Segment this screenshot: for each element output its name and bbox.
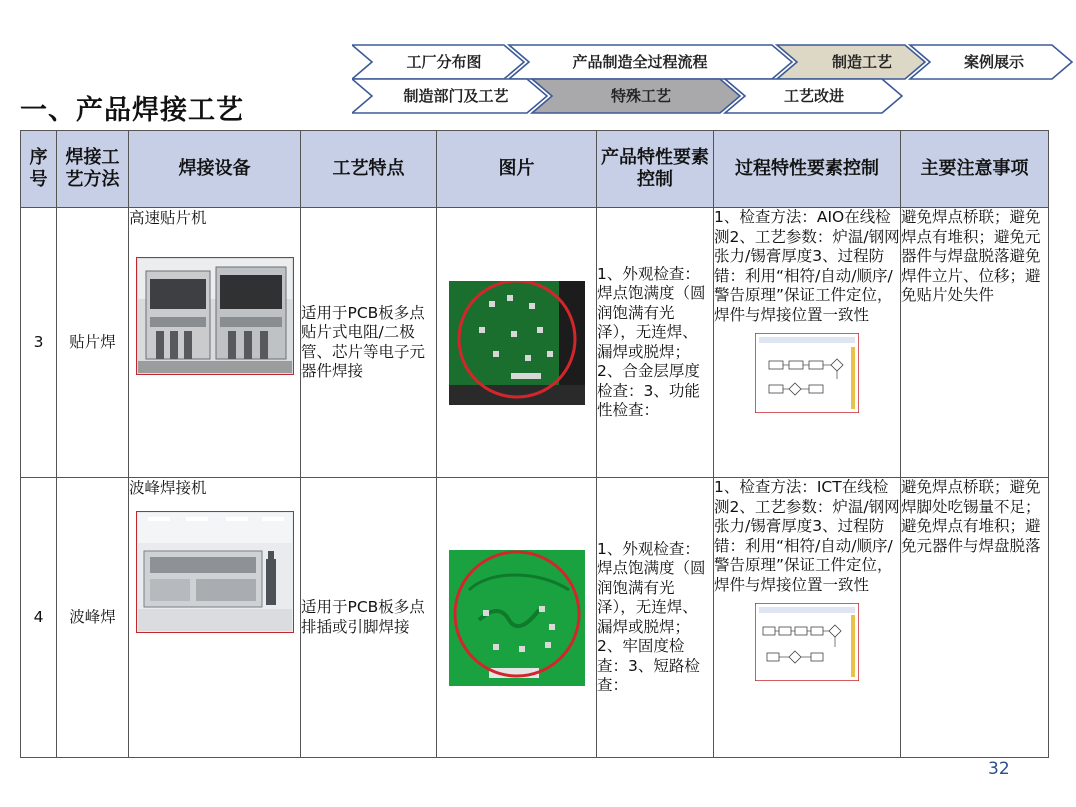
welding-process-table (20, 130, 1049, 758)
page-title: 一、产品焊接工艺 (20, 95, 244, 126)
header-equipment: 焊接设备 (129, 131, 301, 208)
nav-label-cases: 案例展示 (963, 53, 1025, 71)
row-picture-cell (437, 478, 597, 758)
row-process-control: 1、检查方法：AIO在线检测2、工艺参数：炉温/钢网张力/锡膏厚度3、过程防错：利用“相符/自动/顺序/警告原理”保证工件定位，焊件与焊接位置一致性 (714, 208, 900, 324)
header-product-control: 产品特性要素控制 (597, 131, 714, 208)
process-nav (352, 44, 1074, 114)
header-process-control: 过程特性要素控制 (714, 131, 901, 208)
header-notes: 主要注意事项 (901, 131, 1049, 208)
nav-label-departments: 制造部门及工艺 (403, 87, 509, 105)
row-notes: 避免焊点桥联；避免焊点有堆积；避免元器件与焊盘脱落避免焊件立片、位移；避免贴片处失件 (901, 208, 1049, 478)
row-equipment-cell (129, 208, 301, 478)
row-method: 波峰焊 (57, 478, 129, 758)
row-process-control-cell (714, 208, 901, 478)
row-feature: 适用于PCB板多点贴片式电阻/二极管、芯片等电子元器件焊接 (301, 208, 437, 478)
equipment-name: 高速贴片机 (129, 209, 207, 227)
header-feature: 工艺特点 (301, 131, 437, 208)
row-no: 3 (21, 208, 57, 478)
table-row (21, 478, 1049, 758)
header-no: 序号 (21, 131, 57, 208)
page-number: 32 (988, 759, 1010, 779)
nav-label-improvement: 工艺改进 (783, 87, 845, 105)
smt-machine-photo (136, 257, 294, 375)
flowchart-thumbnail (755, 603, 859, 681)
smt-pcb-photo (449, 281, 585, 405)
row-feature: 适用于PCB板多点排插或引脚焊接 (301, 478, 437, 758)
nav-label-manufacturing: 制造工艺 (831, 53, 893, 71)
row-process-control: 1、检查方法：ICT在线检测2、工艺参数：炉温/钢网张力/锡膏厚度3、过程防错：利用“相符/自动/顺序/警告原理”保证工件定位，焊件与焊接位置一致性 (714, 478, 900, 594)
equipment-name: 波峰焊接机 (129, 479, 207, 497)
table-row (21, 208, 1049, 478)
wave-soldering-machine-photo (136, 511, 294, 633)
row-notes: 避免焊点桥联；避免焊脚处吃锡量不足；避免焊点有堆积；避免元器件与焊盘脱落 (901, 478, 1049, 758)
nav-label-factory: 工厂分布图 (406, 53, 482, 71)
nav-label-special: 特殊工艺 (610, 87, 672, 105)
flowchart-thumbnail (755, 333, 859, 413)
table-header-row (21, 131, 1049, 208)
row-picture-cell (437, 208, 597, 478)
row-product-control: 1、外观检查：焊点饱满度（圆润饱满有光泽），无连焊、漏焊或脱焊；2、合金层厚度检查：3、功能性检查： (597, 208, 714, 478)
wave-pcb-photo (449, 550, 585, 686)
row-equipment-cell (129, 478, 301, 758)
nav-label-full-process: 产品制造全过程流程 (572, 53, 708, 71)
header-method: 焊接工艺方法 (57, 131, 129, 208)
row-no: 4 (21, 478, 57, 758)
row-product-control: 1、外观检查：焊点饱满度（圆润饱满有光泽），无连焊、漏焊或脱焊；2、牢固度检查：3、短路检查： (597, 478, 714, 758)
row-method: 贴片焊 (57, 208, 129, 478)
row-process-control-cell (714, 478, 901, 758)
header-picture: 图片 (437, 131, 597, 208)
